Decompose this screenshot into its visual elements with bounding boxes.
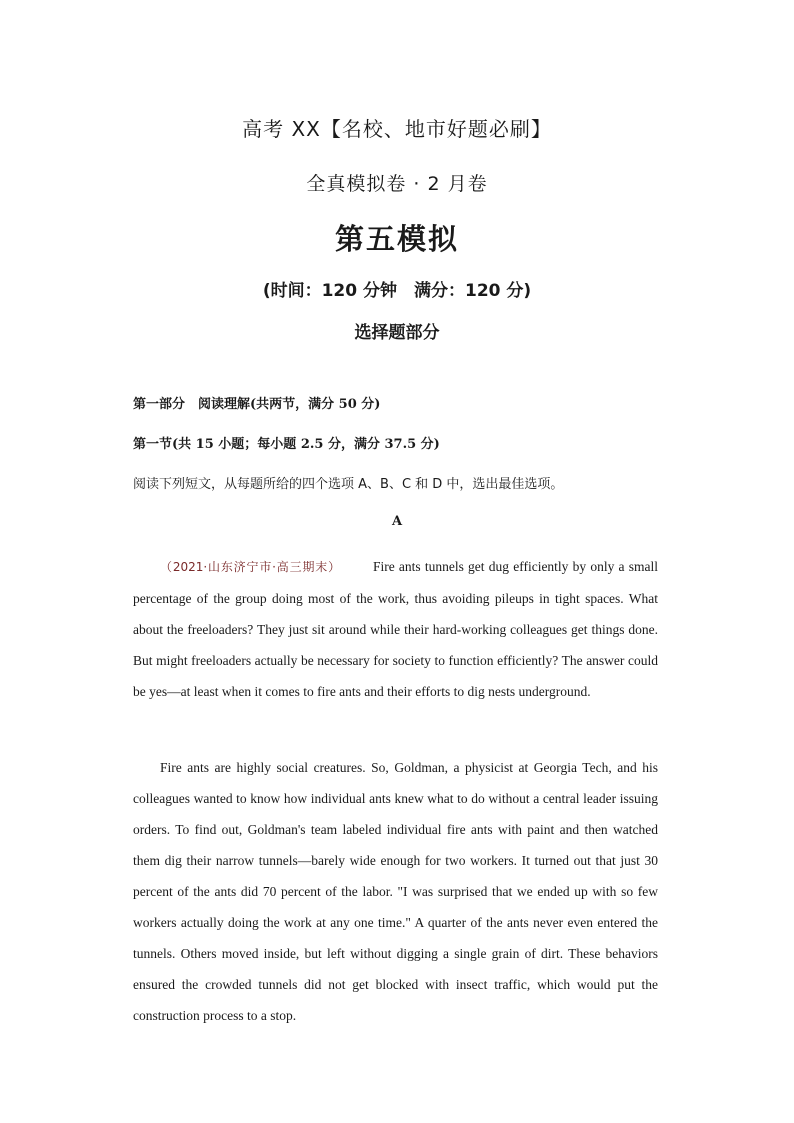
instruction-text: 阅读下列短文，从每题所给的四个选项 A、B、C 和 D 中，选出最佳选项。 [133,477,564,492]
exam-series-title: 高考 XX【名校、地市好题必刷】 [242,117,552,141]
exam-time-score: (时间：120 分钟 满分：120 分) [262,281,532,301]
passage-paragraph-1 [133,551,658,707]
exam-main-title: 第五模拟 [334,222,459,256]
part-heading: 第一部分 阅读理解(共两节，满分 50 分) [133,397,381,412]
passage-label: A [391,514,403,529]
paragraph-1-text: Fire ants tunnels get dug efficiently by only a small percentage of the group doing most of the work, thus avoiding pileups in tight spaces. What about the freeloaders? They just sit around while their hard-working colleagues get things done. But might freeloaders actually be necessary for society to function efficiently? The answer could be yes—at least when it comes to fire ants and their efforts to dig nests underground. [133,559,658,699]
section-heading: 第一节(共 15 小题；每小题 2.5 分，满分 37.5 分) [133,437,440,452]
exam-edition-title: 全真模拟卷 · 2 月卷 [306,173,488,195]
passage-paragraph-2: Fire ants are highly social creatures. So, Goldman, a physicist at Georgia Tech, and his colleagues wanted to know how individual ants knew what to do without a central leader issuing orders. To find out, Goldman's team labeled individual fire ants with paint and then watched them dig their narrow tunnels—barely wide enough for two workers. It turned out that just 30 percent of the ants did 70 percent of the labor. "I was surprised that we ended up with so few workers actually doing the work at any one time." A quarter of the ants never even entered the tunnels. Others moved inside, but left without digging a single grain of dirt. These behaviors ensured the crowded tunnels did not get blocked with insect traffic, which would put the construction process to a stop. [133,760,658,1023]
passage-source: （2021·山东济宁市·高三期末） [160,560,341,574]
section-name: 选择题部分 [354,323,440,343]
